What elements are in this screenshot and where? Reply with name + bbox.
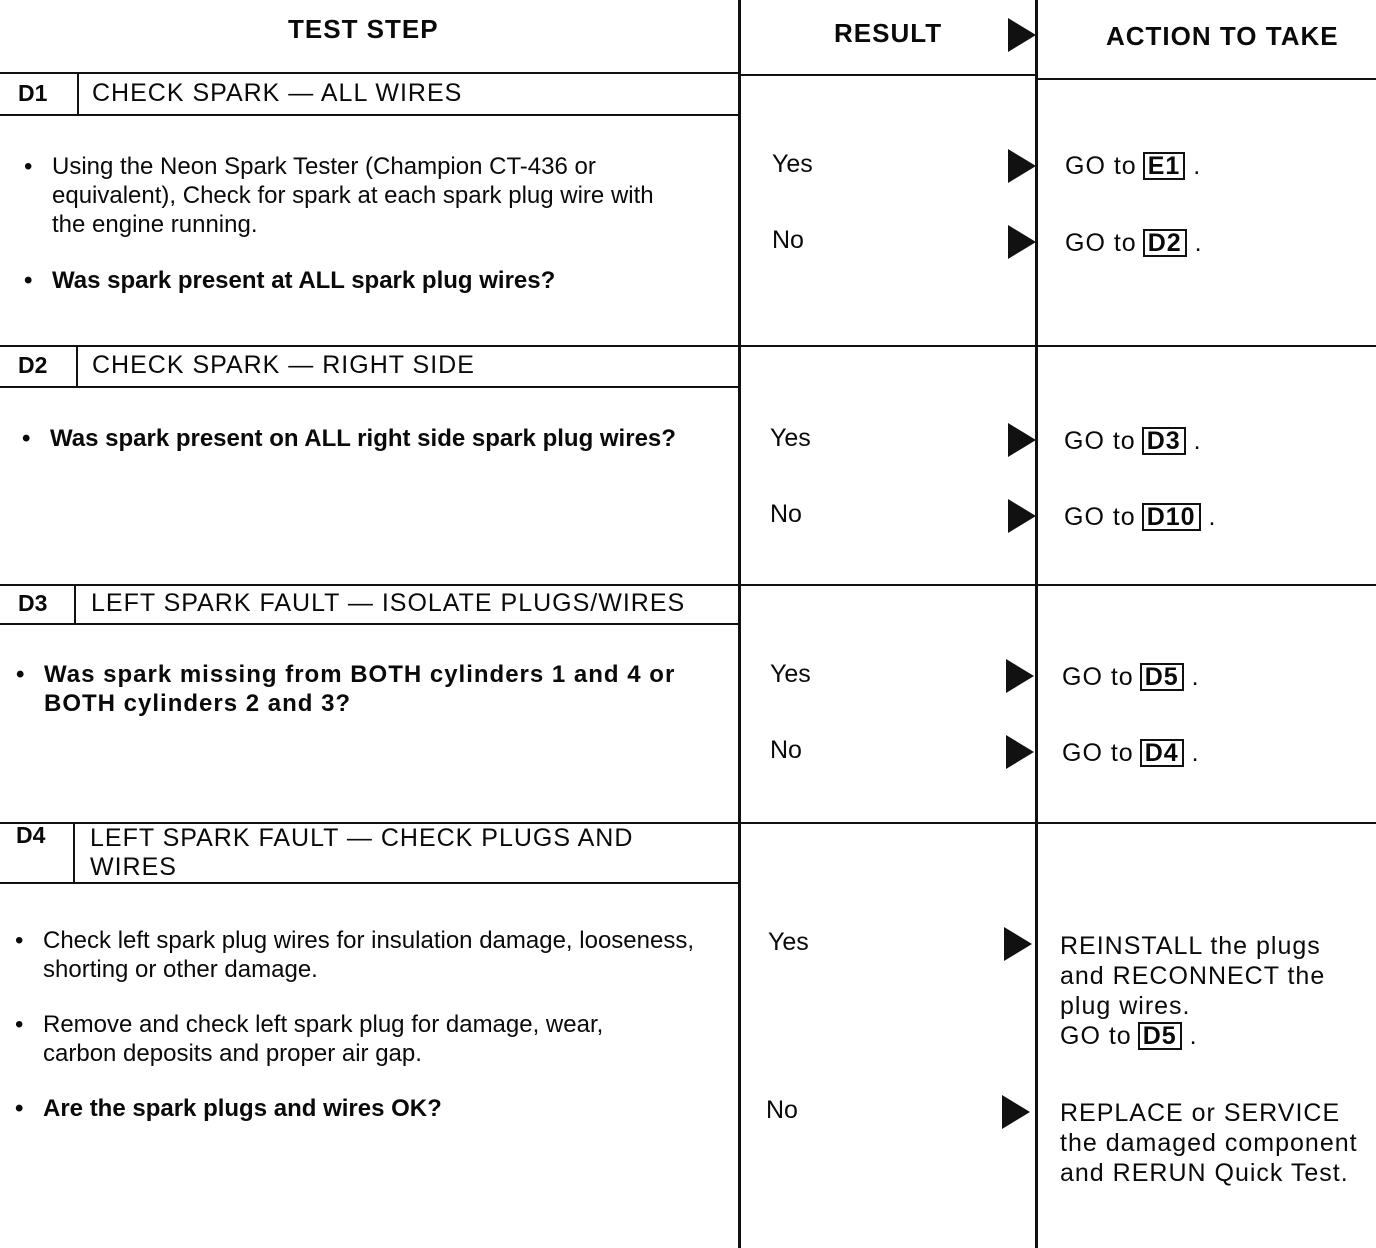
column-divider-left — [738, 0, 741, 1248]
step-title-d3: LEFT SPARK FAULT — ISOLATE PLUGS/WIRES — [91, 589, 686, 617]
step-id-divider — [74, 586, 76, 624]
result-no-d1: No — [772, 226, 804, 254]
step-id-d2: D2 — [18, 352, 48, 378]
arrow-icon — [1008, 225, 1036, 259]
step-title-bottom — [0, 623, 738, 625]
arrow-icon — [1006, 735, 1034, 769]
bullet-d2-1: • Was spark present on ALL right side spark plug wires? — [22, 425, 676, 452]
step-id-divider — [73, 824, 75, 883]
result-yes-d4: Yes — [768, 928, 809, 956]
bullet-d4-2: • Remove and check left spark plug for damage, wear, carbon deposits and proper air gap. — [15, 1011, 604, 1067]
step-ref-d5[interactable]: D5 — [1138, 1022, 1182, 1050]
bullet-d1-2: • Was spark present at ALL spark plug wires? — [24, 267, 556, 294]
action-d2-yes: GO to D3 . — [1064, 427, 1202, 455]
step-id-d3: D3 — [18, 590, 48, 616]
arrow-icon — [1008, 149, 1036, 183]
step-title-bottom — [0, 114, 738, 116]
arrow-icon — [1008, 499, 1036, 533]
step-ref-d3[interactable]: D3 — [1142, 427, 1186, 455]
step-ref-d2[interactable]: D2 — [1143, 229, 1187, 257]
bullet-d1-1: • Using the Neon Spark Tester (Champion CT-436 or equivalent), Check for spark at each spark plug wire with the engine running. — [24, 153, 654, 238]
arrow-icon — [1006, 659, 1034, 693]
result-arrow-icon — [1008, 18, 1036, 52]
result-no-d4: No — [766, 1096, 798, 1124]
step-ref-d4[interactable]: D4 — [1140, 739, 1184, 767]
action-d1-no: GO to D2 . — [1065, 229, 1203, 257]
step-id-divider — [76, 347, 78, 387]
result-no-d3: No — [770, 736, 802, 764]
step-ref-d10[interactable]: D10 — [1142, 503, 1201, 531]
arrow-icon — [1002, 1095, 1030, 1129]
result-yes-d2: Yes — [770, 424, 811, 452]
arrow-icon — [1004, 927, 1032, 961]
action-d2-no: GO to D10 . — [1064, 503, 1217, 531]
arrow-icon — [1008, 423, 1036, 457]
step-title-d1: CHECK SPARK — ALL WIRES — [92, 79, 463, 107]
action-d1-yes: GO to E1 . — [1065, 152, 1202, 180]
header-divider — [740, 74, 1038, 76]
step-id-divider — [77, 74, 79, 115]
test-step-header: TEST STEP — [288, 14, 439, 44]
action-d4-yes: REINSTALL the plugs and RECONNECT the plug wires. GO to D5 . — [1060, 932, 1326, 1050]
result-yes-d1: Yes — [772, 150, 813, 178]
result-header: RESULT — [834, 18, 943, 48]
step-title-bottom — [0, 386, 738, 388]
result-no-d2: No — [770, 500, 802, 528]
header-divider — [1038, 78, 1376, 80]
step-title-d2: CHECK SPARK — RIGHT SIDE — [92, 351, 475, 379]
bullet-d3-1: • Was spark missing from BOTH cylinders 1 and 4 or BOTH cylinders 2 and 3? — [16, 661, 676, 717]
step-id-d1: D1 — [18, 80, 48, 106]
result-yes-d3: Yes — [770, 660, 811, 688]
action-d3-no: GO to D4 . — [1062, 739, 1200, 767]
step-title-d4: LEFT SPARK FAULT — CHECK PLUGS AND WIRES — [90, 824, 634, 881]
step-title-bottom — [0, 882, 738, 884]
row-divider — [0, 584, 1376, 586]
column-divider-right — [1035, 0, 1038, 1248]
row-divider — [0, 345, 1376, 347]
bullet-d4-3: • Are the spark plugs and wires OK? — [15, 1095, 442, 1122]
step-ref-d5[interactable]: D5 — [1140, 663, 1184, 691]
bullet-d4-1: • Check left spark plug wires for insulation damage, looseness, shorting or other damage. — [15, 927, 694, 983]
step-ref-e1[interactable]: E1 — [1143, 152, 1186, 180]
action-d3-yes: GO to D5 . — [1062, 663, 1200, 691]
step-id-d4: D4 — [16, 822, 46, 848]
action-header: ACTION TO TAKE — [1106, 21, 1339, 51]
action-d4-no: REPLACE or SERVICE the damaged component and RERUN Quick Test. — [1060, 1099, 1358, 1187]
header-divider — [0, 72, 740, 74]
